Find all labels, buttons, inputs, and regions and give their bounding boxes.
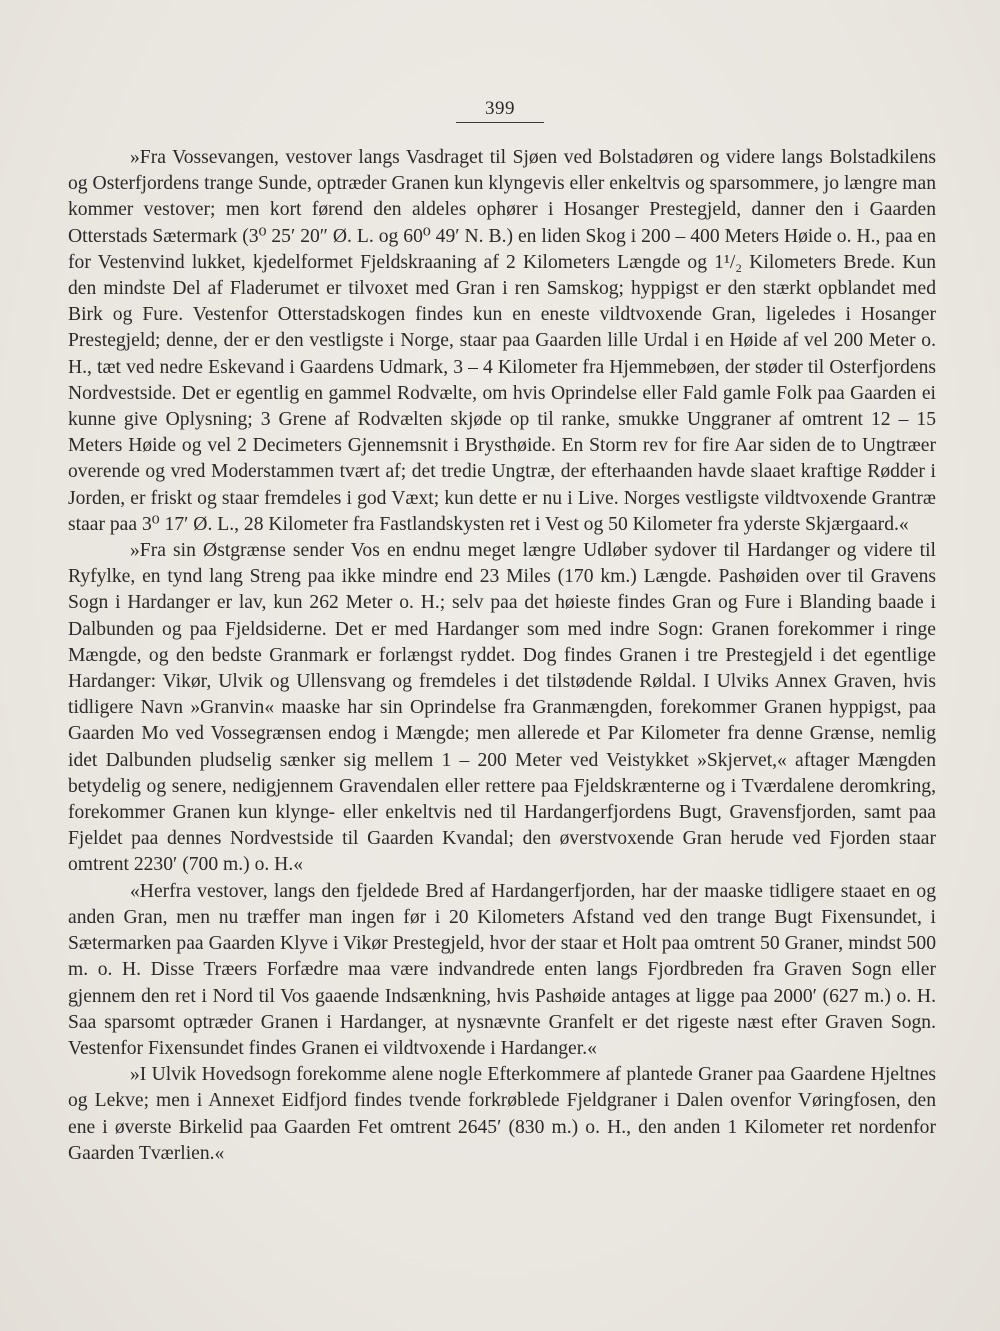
paragraph-4: »I Ulvik Hovedsogn forekomme alene nogle Efterkommere af plantede Graner paa Gaardene Hjeltnes og Lekve; men i Annexet Eidfjord findes tvende forkrøblede Fjeldgraner i Dalen ovenfor Vøringfosen, den ene i øverste Birkelid paa Gaarden Fet omtrent 2645′ (830 m.) o. H., den anden 1 Kilometer ret nordenfor Gaarden Tværlien.« <box>68 1064 936 1164</box>
body-text <box>68 145 936 1167</box>
paragraph-3: «Herfra vestover, langs den fjeldede Bred af Hardangerfjorden, har der maaske tidligere staaet en og anden Gran, men nu træffer man ingen før i 20 Kilometers Afstand ved den trange Bugt Fixensundet, i Sætermarken paa Gaarden Klyve i Vikør Prestegjeld, hvor der staar et Holt paa omtrent 50 Graner, mindst 500 m. o. H. Disse Træers Forfædre maa være indvandrede enten langs Fjordbreden fra Graven Sogn eller gjennem den ret i Nord til Vos gaaende Indsænkning, hvis Pashøide antages at ligge paa 2000′ (627 m.) o. H. Saa sparsomt optræder Granen i Hardanger, at nysnævnte Granfelt er det rigeste næst efter Graven Sogn. Vestenfor Fixensundet findes Granen ei vildtvoxende i Hardanger.« <box>68 880 936 1059</box>
page-number: 399 <box>456 98 544 123</box>
paragraph-2: »Fra sin Østgrænse sender Vos en endnu meget længre Udløber sydover til Hardanger og videre til Ryfylke, en tynd lang Streng paa ikke mindre end 23 Miles (170 km.) Længde. Pashøiden over til Gravens Sogn i Hardanger er lav, kun 262 Meter o. H.; selv paa det høieste findes Gran og Fure i Blanding baade i Dalbunden og paa Fjeldsiderne. Det er med Hardanger som med indre Sogn: Granen forekommer i ringe Mængde, og den bedste Granmark er forlængst ryddet. Dog findes Granen i tre Prestegjeld i det egentlige Hardanger: Vikør, Ulvik og Ullensvang og fremdeles i det tilstødende Røldal. I Ulviks Annex Graven, hvis tidligere Navn »Granvin« maaske har sin Oprindelse fra Granmængden, forekommer Granen hyppigst, paa Gaarden Mo ved Vossegrænsen endog i Mængde; men allerede et Par Kilometer fra denne Grænse, nemlig idet Dalbunden pludselig sænker sig mellem 1 – 200 Meter ved Veistykket »Skjervet,« aftager Mængden betydelig og senere, nedigjennem Gravendalen eller rettere paa Fjeldskrænterne og i Tværdalene deromkring, forekommer Granen kun klynge- eller enkeltvis ned til Hardangerfjordens Bugt, Gravensfjorden, samt paa Fjeldet paa dennes Nordvestside til Gaarden Kvandal; den øverstvoxende Gran herude ved Fjorden staar omtrent 2230′ (700 m.) o. H.« <box>68 540 936 876</box>
paragraph-1: »Fra Vossevangen, vestover langs Vasdraget til Sjøen ved Bolstadøren og videre langs Bolstadkilens og Osterfjordens trange Sunde, optræder Granen kun klyngevis eller enkeltvis og sparsommere, jo længre man kommer vestover; men kort førend den aldeles ophører i Hosanger Prestegjeld, danner den i Gaarden Otterstads Sætermark (3⁰ 25′ 20″ Ø. L. og 60⁰ 49′ N. B.) en liden Skog i 200 – 400 Meters Høide o. H., paa en for Vestenvind lukket, kjedelformet Fjeldskraaning af 2 Kilometers Længde og 1¹/₂ Kilometers Brede. Kun den mindste Del af Fladerumet er tilvoxet med Gran i ren Samskog; hyppigst er den stærkt opblandet med Birk og Fure. Vestenfor Otterstadskogen findes kun en eneste vildtvoxende Gran, ligeledes i Hosanger Prestegjeld; denne, der er den vestligste i Norge, staar paa Gaarden lille Urdal i en Høide af vel 200 Meter o. H., tæt ved nedre Eskevand i Gaardens Udmark, 3 – 4 Kilometer fra Hjemmebøen, der støder til Osterfjordens Nordvestside. Det er egentlig en gammel Rodvælte, om hvis Oprindelse eller Fald gamle Folk paa Gaarden ei kunne give Oplysning; 3 Grene af Rodvælten skjøde op til ranke, smukke Unggraner af omtrent 12 – 15 Meters Høide og vel 2 Decimeters Gjennemsnit i Brysthøide. En Storm rev for fire Aar siden de to Ungtræer overende og vred Moderstammen tvært af; det tredie Ungtræ, der efterhaanden havde slaaet kraftige Rødder i Jorden, er friskt og staar fremdeles i god Væxt; kun dette er nu i Live. Norges vestligste vildtvoxende Grantræ staar paa 3⁰ 17′ Ø. L., 28 Kilometer fra Fastlandskysten ret i Vest og 50 Kilometer fra yderste Skjærgaard.« <box>68 147 936 535</box>
